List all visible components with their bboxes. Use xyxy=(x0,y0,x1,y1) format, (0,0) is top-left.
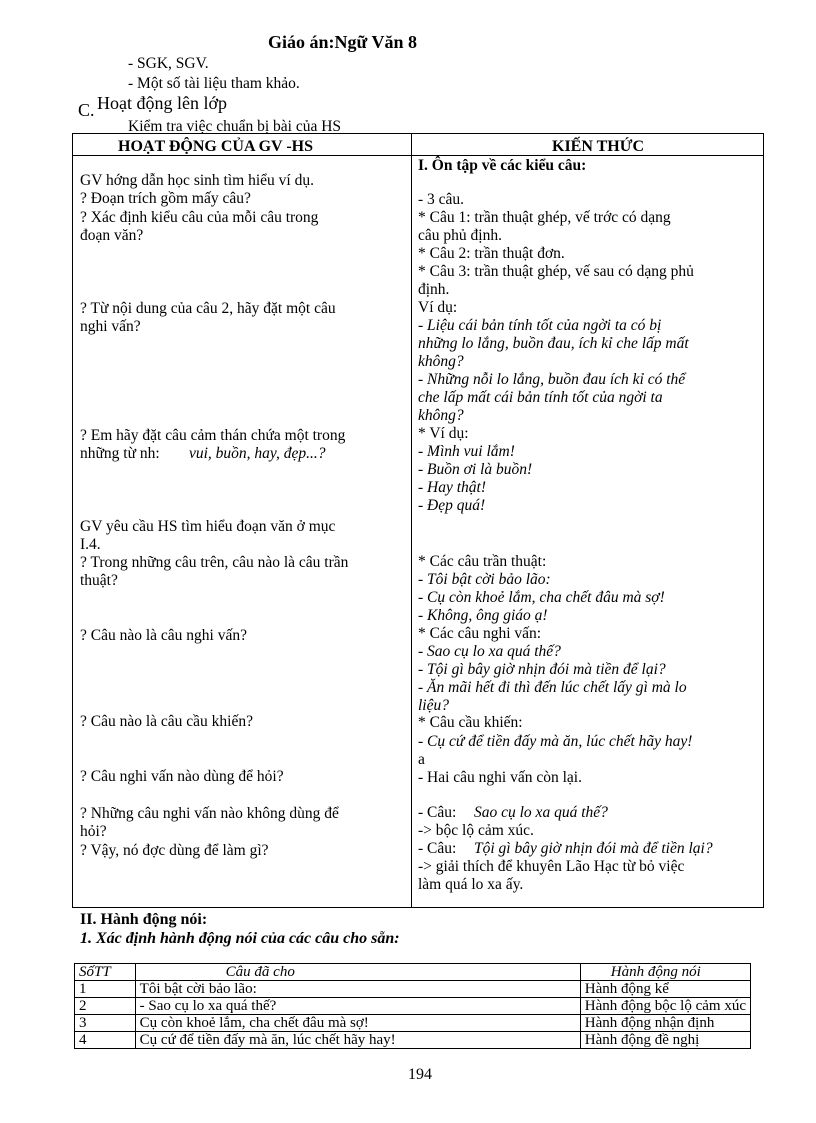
right-line: Ví dụ: xyxy=(418,299,458,316)
left-line: nghi vấn? xyxy=(80,318,141,335)
table-row xyxy=(75,998,751,1015)
right-line-prefix: - Câu: xyxy=(418,804,457,821)
left-line: hỏi? xyxy=(80,823,107,840)
table-cell: 2 xyxy=(75,998,136,1015)
right-line: - Mình vui lắm! xyxy=(418,443,515,460)
right-line: không? xyxy=(418,353,464,370)
right-line: - Sao cụ lo xa quá thế? xyxy=(418,643,561,660)
table-row xyxy=(75,981,751,998)
right-line: - Tôi bật cời bảo lão: xyxy=(418,571,551,588)
right-line: - Hay thật! xyxy=(418,479,487,496)
header-cell: Câu đã cho xyxy=(135,964,580,981)
left-line: GV yêu cầu HS tìm hiểu đoạn văn ở mục xyxy=(80,518,336,535)
right-line: - Ăn mãi hết đi thì đến lúc chết lấy gì mà lo xyxy=(418,679,687,696)
right-line: -> giải thích để khuyên Lão Hạc từ bỏ việc xyxy=(418,858,685,875)
right-line: - Cụ cứ để tiền đấy mà ăn, lúc chết hãy hay! xyxy=(418,733,693,750)
right-line: câu phủ định. xyxy=(418,227,502,244)
right-line: - Liệu cái bản tính tốt của ngời ta có bị xyxy=(418,317,662,334)
right-line: - Những nỗi lo lắng, buồn đau ích kỉ có thể xyxy=(418,371,686,388)
left-line-example-words: vui, buồn, hay, đẹp...? xyxy=(189,445,326,462)
left-line: ? Câu nghi vấn nào dùng để hỏi? xyxy=(80,768,284,785)
left-line: ? Xác định kiểu câu của mỗi câu trong xyxy=(80,209,319,226)
prep-item-references: - Một số tài liệu tham khảo. xyxy=(128,75,300,92)
section-2-subtitle: 1. Xác định hành động nói của các câu cho sẵn: xyxy=(80,930,400,947)
table-cell: Tôi bật cời bảo lão: xyxy=(135,981,580,998)
column-header-knowledge: KIẾN THỨC xyxy=(552,138,645,155)
table-header-row xyxy=(75,964,751,981)
right-line: làm quá lo xa ấy. xyxy=(418,876,524,893)
header-cell: SốTT xyxy=(75,964,136,981)
left-line: ? Câu nào là câu cầu khiến? xyxy=(80,713,253,730)
right-line: - Cụ còn khoẻ lắm, cha chết đâu mà sợ! xyxy=(418,589,665,606)
right-line: * Ví dụ: xyxy=(418,425,469,442)
right-line: định. xyxy=(418,281,450,298)
left-line: ? Trong những câu trên, câu nào là câu trần xyxy=(80,554,349,571)
right-line: liệu? xyxy=(418,697,449,714)
right-line: * Các câu nghi vấn: xyxy=(418,625,542,642)
left-line: ? Câu nào là câu nghi vấn? xyxy=(80,627,247,644)
right-line-quote: Tội gì bây giờ nhịn đói mà để tiền lại? xyxy=(474,840,713,857)
section-c-title: Hoạt động lên lớp xyxy=(97,93,227,113)
right-line-quote: Sao cụ lo xa quá thế? xyxy=(474,804,608,821)
left-line: đoạn văn? xyxy=(80,227,144,244)
table-cell: 4 xyxy=(75,1032,136,1049)
section-heading-sentence-types: I. Ôn tập về các kiểu câu: xyxy=(418,157,587,174)
right-line: * Câu cầu khiến: xyxy=(418,714,523,731)
left-line: thuật? xyxy=(80,572,118,589)
section-2-title: II. Hành động nói: xyxy=(80,911,208,928)
right-line: - 3 câu. xyxy=(418,191,465,208)
right-line: những lo lắng, buồn đau, ích kỉ che lấp mất xyxy=(418,335,689,352)
page-number: 194 xyxy=(408,1066,432,1083)
right-line: * Các câu trần thuật: xyxy=(418,553,547,570)
left-line: ? Từ nội dung của câu 2, hãy đặt một câu xyxy=(80,300,336,317)
right-line: -> bộc lộ cảm xúc. xyxy=(418,822,534,839)
left-line: GV hớng dẫn học sinh tìm hiểu ví dụ. xyxy=(80,172,314,189)
right-line: - Tội gì bây giờ nhịn đói mà tiền để lại? xyxy=(418,661,666,678)
left-line: ? Đoạn trích gồm mấy câu? xyxy=(80,190,251,207)
table-cell: 3 xyxy=(75,1015,136,1032)
section-c-letter: C. xyxy=(78,100,95,120)
header-cell: Hành động nói xyxy=(580,964,750,981)
right-line: - Đẹp quá! xyxy=(418,497,486,514)
prep-item-textbook: - SGK, SGV. xyxy=(128,55,209,72)
right-line: che lấp mất cái bản tính tốt của ngời ta xyxy=(418,389,663,406)
table-row xyxy=(75,1032,751,1049)
left-line: ? Những câu nghi vấn nào không dùng để xyxy=(80,805,339,822)
left-line: ? Vậy, nó đợc dùng để làm gì? xyxy=(80,842,269,859)
right-line-prefix: - Câu: xyxy=(418,840,457,857)
table-cell: Cụ cứ để tiền đấy mà ăn, lúc chết hãy hay! xyxy=(135,1032,580,1049)
column-header-activities: HOẠT ĐỘNG CỦA GV -HS xyxy=(118,138,313,155)
right-line: - Hai câu nghi vấn còn lại. xyxy=(418,769,582,786)
right-line: * Câu 3: trần thuật ghép, vế sau có dạng phủ xyxy=(418,263,694,280)
right-line: không? xyxy=(418,407,464,424)
speech-acts-table xyxy=(74,963,751,1049)
table-cell: 1 xyxy=(75,981,136,998)
left-line: ? Em hãy đặt câu cảm thán chứa một trong xyxy=(80,427,346,444)
right-line: * Câu 1: trần thuật ghép, vế trớc có dạng xyxy=(418,209,671,226)
right-line: * Câu 2: trần thuật đơn. xyxy=(418,245,565,262)
left-line: I.4. xyxy=(80,536,101,553)
table-cell: Hành động bộc lộ cảm xúc xyxy=(580,998,750,1015)
table-cell: Hành động đề nghị xyxy=(580,1032,750,1049)
left-line: những từ nh: xyxy=(80,445,160,462)
right-line: - Không, ông giáo ạ! xyxy=(418,607,548,624)
table-cell: Hành động nhận định xyxy=(580,1015,750,1032)
column-divider xyxy=(411,133,412,908)
right-line: a xyxy=(418,751,425,768)
table-cell: - Sao cụ lo xa quá thế? xyxy=(135,998,580,1015)
right-line: - Buồn ơi là buồn! xyxy=(418,461,533,478)
table-row xyxy=(75,1015,751,1032)
section-c-check: Kiểm tra việc chuẩn bị bài của HS xyxy=(128,118,342,135)
table-cell: Cụ còn khoẻ lắm, cha chết đâu mà sợ! xyxy=(135,1015,580,1032)
table-cell: Hành động kể xyxy=(580,981,750,998)
page-title: Giáo án:Ngữ Văn 8 xyxy=(268,32,417,52)
